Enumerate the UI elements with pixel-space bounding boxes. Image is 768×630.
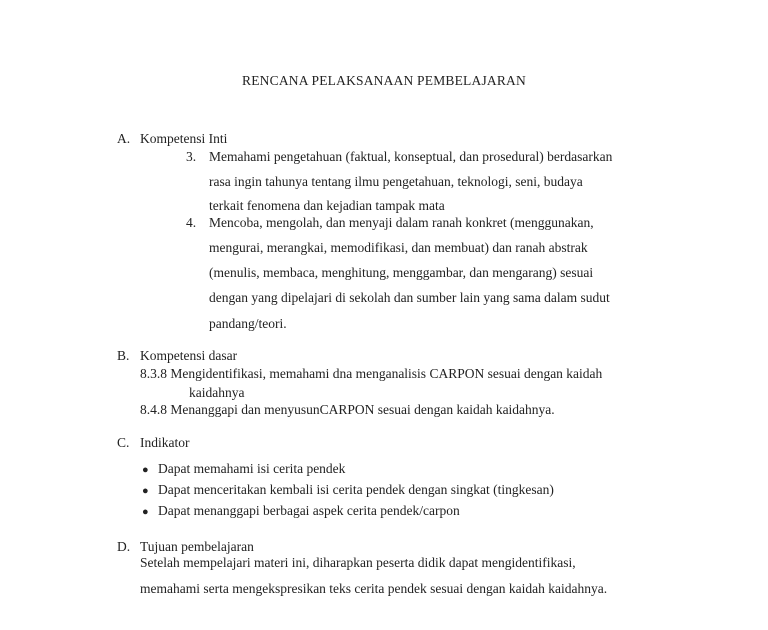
list-item-line: pandang/teori. [209,316,287,331]
section-letter: B. [117,348,130,363]
list-number: 3. [186,149,197,164]
list-item-line: terkait fenomena dan kejadian tampak mata [209,198,445,213]
section-letter: C. [117,435,130,450]
list-item-line: (menulis, membaca, menghitung, menggambar, dan mengarang) sesuai [209,265,594,280]
list-item-line: dengan yang dipelajari di sekolah dan sumber lain yang sama dalam sudut [209,290,610,305]
list-item-line: 8.4.8 Menanggapi dan menyusunCARPON sesuai dengan kaidah kaidahnya. [140,402,555,417]
section-letter: A. [117,131,131,146]
paragraph-line: memahami serta mengekspresikan teks cerita pendek sesuai dengan kaidah kaidahnya. [140,581,608,596]
list-item-line: 8.3.8 Mengidentifikasi, memahami dna menganalisis CARPON sesuai dengan kaidah [140,366,603,381]
list-item-line: kaidahnya [189,385,245,400]
list-item: Dapat menceritakan kembali isi cerita pendek dengan singkat (tingkesan) [158,482,554,497]
bullet-icon: ● [142,485,149,497]
paragraph-line: Setelah mempelajari materi ini, diharapkan peserta didik dapat mengidentifikasi, [140,555,576,570]
bullet-icon: ● [142,506,149,518]
section-heading: Tujuan pembelajaran [140,539,254,554]
list-item: Dapat menanggapi berbagai aspek cerita pendek/carpon [158,503,460,518]
list-item-line: mengurai, merangkai, memodifikasi, dan membuat) dan ranah abstrak [209,240,588,255]
section-letter: D. [117,539,131,554]
section-heading: Kompetensi dasar [140,348,238,363]
list-item-line: rasa ingin tahunya tentang ilmu pengetahuan, teknologi, seni, budaya [209,174,583,189]
document-title: RENCANA PELAKSANAAN PEMBELAJARAN [242,73,526,88]
section-heading: Kompetensi Inti [140,131,228,146]
list-item-line: Mencoba, mengolah, dan menyaji dalam ranah konkret (menggunakan, [209,215,594,230]
bullet-icon: ● [142,464,149,476]
list-number: 4. [186,215,197,230]
list-item: Dapat memahami isi cerita pendek [158,461,346,476]
section-heading: Indikator [140,435,190,450]
list-item-line: Memahami pengetahuan (faktual, konseptual, dan prosedural) berdasarkan [209,149,613,164]
